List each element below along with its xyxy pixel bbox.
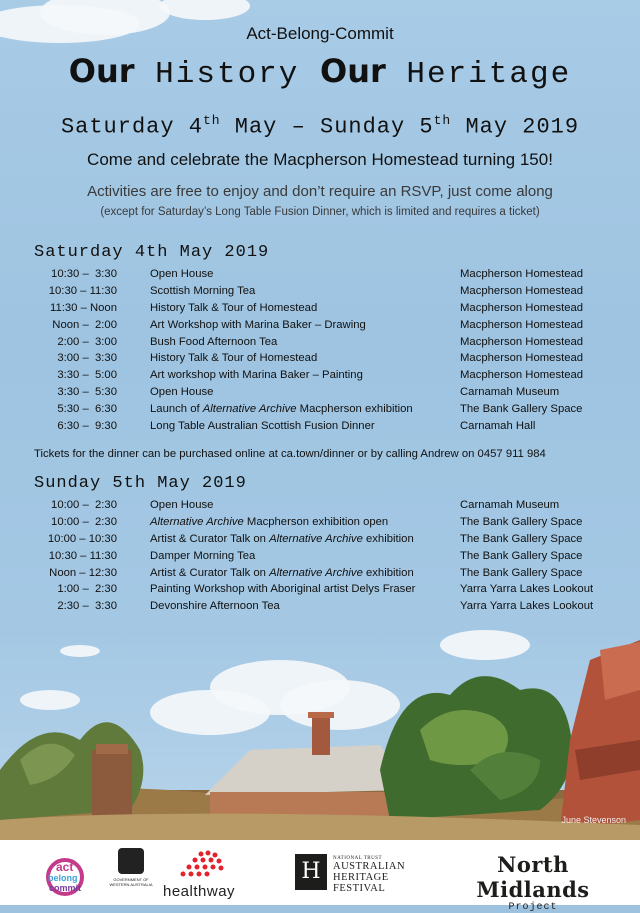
healthway-logo — [163, 848, 238, 900]
national-trust-text: NATIONAL TRUST — [333, 856, 383, 861]
title-history: History — [155, 57, 300, 92]
row-time: 10:30 – 11:30 — [48, 549, 117, 562]
title-bold-our: Our — [68, 52, 135, 90]
row-time: 5:30 – 6:30 — [57, 403, 117, 416]
row-venue: Yarra Yarra Lakes Lookout — [460, 583, 594, 596]
row-time: 10:00 – 10:30 — [47, 532, 117, 545]
activity-text: exhibition — [362, 532, 414, 545]
row-venue: Carnamah Museum — [460, 499, 560, 511]
row-time: Noon – 12:30 — [49, 566, 117, 579]
schedule-row — [0, 598, 640, 615]
schedule-row — [0, 581, 640, 598]
schedule-row — [0, 283, 640, 300]
gov-line1: GOVERNMENT OF — [113, 877, 149, 882]
row-time: 2:30 – 3:30 — [57, 600, 117, 613]
north-midlands-text: North Midlands — [476, 852, 590, 902]
gov-line2: WESTERN AUSTRALIA — [109, 882, 153, 887]
row-time: 1:00 – 2:30 — [57, 583, 117, 596]
project-text: Project — [508, 902, 558, 913]
schedule-row — [0, 565, 640, 582]
row-time: 3:30 – 5:30 — [57, 386, 117, 399]
schedule-row — [0, 384, 640, 401]
title-bold-our-2: Our — [320, 52, 386, 90]
schedule-row — [0, 334, 640, 351]
australian-heritage-festival-logo — [295, 854, 425, 894]
row-activity: Scottish Morning Tea — [150, 284, 256, 297]
north-midlands-project-logo — [448, 852, 618, 913]
row-time: 2:00 – 3:00 — [57, 335, 117, 348]
row-activity: Damper Morning Tea — [150, 549, 256, 562]
row-venue: Macpherson Homestead — [460, 369, 584, 382]
homestead-painting — [0, 620, 640, 840]
row-time: 10:30 – 3:30 — [51, 268, 117, 280]
row-activity: Painting Workshop with Aboriginal artist Delys Fraser — [150, 583, 416, 596]
row-activity — [150, 531, 414, 548]
row-activity: Long Table Australian Scottish Fusion Dinner — [150, 420, 375, 433]
row-activity: History Talk & Tour of Homestead — [150, 352, 318, 365]
painting-illustration — [0, 620, 640, 840]
row-activity: Devonshire Afternoon Tea — [150, 600, 280, 613]
schedule-row — [0, 548, 640, 565]
row-venue: The Bank Gallery Space — [460, 403, 583, 416]
schedule-row — [0, 350, 640, 367]
row-venue: Macpherson Homestead — [460, 284, 584, 297]
festival-line3: FESTIVAL — [333, 883, 386, 894]
row-time: 11:30 – Noon — [50, 301, 117, 314]
row-time: 10:30 – 11:30 — [48, 284, 117, 297]
festival-line2: HERITAGE — [333, 872, 389, 883]
row-activity: Art workshop with Marina Baker – Painting — [150, 369, 363, 382]
saturday-schedule — [0, 266, 640, 435]
row-time: Noon – 2:00 — [52, 318, 117, 331]
row-activity: Art Workshop with Marina Baker – Drawing — [150, 318, 366, 331]
row-time: 3:30 – 5:00 — [57, 369, 117, 382]
date-end-sup: th — [433, 113, 452, 128]
schedule-row — [0, 401, 640, 418]
row-venue: Macpherson Homestead — [460, 335, 584, 348]
activity-text: Macpherson exhibition open — [243, 515, 389, 528]
row-activity — [150, 401, 413, 418]
row-venue: The Bank Gallery Space — [460, 549, 583, 562]
row-activity — [150, 565, 414, 582]
schedule-row — [0, 317, 640, 334]
schedule-row — [0, 418, 640, 435]
tagline: Act-Belong-Commit — [246, 24, 394, 43]
government-of-wa-logo — [107, 848, 155, 900]
row-venue: The Bank Gallery Space — [460, 532, 583, 545]
act-text: act — [56, 860, 74, 874]
date-end-month: May 2019 — [465, 114, 580, 140]
row-venue: The Bank Gallery Space — [460, 566, 583, 579]
row-activity: Open House — [150, 268, 214, 280]
healthway-name: healthway — [163, 883, 236, 900]
activity-text: Launch of — [150, 403, 203, 416]
row-venue: Macpherson Homestead — [460, 268, 584, 280]
tickets-note: Tickets for the dinner can be purchased online at ca.town/dinner or by calling Andrew on 0457 911 984 — [34, 448, 546, 460]
row-activity: Bush Food Afternoon Tea — [150, 335, 278, 348]
row-activity: Open House — [150, 499, 214, 511]
row-activity: History Talk & Tour of Homestead — [150, 301, 318, 314]
row-venue: Macpherson Homestead — [460, 318, 584, 331]
sponsor-footer — [0, 840, 640, 913]
date-start-month: May — [234, 114, 278, 140]
schedule-row — [0, 300, 640, 317]
saturday-heading: Saturday 4th May 2019 — [34, 243, 270, 262]
crest-icon — [118, 848, 144, 874]
event-dates — [0, 113, 640, 139]
heritage-h-icon: H — [295, 854, 327, 890]
activity-text: Macpherson exhibition — [296, 403, 413, 416]
row-time: 10:00 – 2:30 — [51, 499, 117, 511]
activity-italic-title: Alternative Archive — [269, 566, 363, 579]
festival-line1: AUSTRALIAN — [333, 861, 406, 872]
activity-italic-title: Alternative Archive — [150, 515, 244, 528]
activity-text: Artist & Curator Talk on — [150, 532, 270, 545]
row-activity — [150, 514, 388, 531]
activity-italic-title: Alternative Archive — [269, 532, 363, 545]
row-venue: Carnamah Museum — [460, 386, 560, 399]
except-note: (except for Saturday’s Long Table Fusion Dinner, which is limited and requires a ticket) — [100, 206, 540, 218]
date-start-sup: th — [202, 113, 221, 128]
row-venue: Macpherson Homestead — [460, 301, 584, 314]
sunday-heading: Sunday 5th May 2019 — [34, 474, 247, 493]
healthway-dots-icon — [163, 848, 238, 882]
title-heritage: Heritage — [406, 57, 572, 92]
commit-text: commit — [49, 883, 82, 893]
heritage-festival-text — [333, 856, 405, 894]
schedule-row — [0, 367, 640, 384]
row-time: 3:00 – 3:30 — [57, 352, 117, 365]
row-venue: Yarra Yarra Lakes Lookout — [460, 600, 594, 613]
activity-italic-title: Alternative Archive — [202, 403, 297, 416]
schedule-row — [0, 497, 640, 514]
schedule-row — [0, 514, 640, 531]
artwork-credit: June Stevenson — [561, 815, 626, 825]
event-title — [0, 52, 640, 92]
row-time: 6:30 – 9:30 — [57, 420, 117, 433]
subtitle: Come and celebrate the Macpherson Homestead turning 150! — [87, 150, 553, 169]
belong-text: belong — [48, 873, 78, 883]
row-time: 10:00 – 2:30 — [51, 515, 117, 528]
row-activity: Open House — [150, 386, 214, 399]
date-separator: – — [291, 114, 306, 140]
date-end: Sunday 5 — [320, 114, 434, 140]
activity-text: exhibition — [362, 566, 414, 579]
row-venue: Carnamah Hall — [460, 420, 536, 433]
row-venue: Macpherson Homestead — [460, 352, 584, 365]
schedule-row — [0, 531, 640, 548]
free-note: Activities are free to enjoy and don’t require an RSVP, just come along — [87, 183, 553, 200]
activity-text: Artist & Curator Talk on — [150, 566, 270, 579]
row-venue: The Bank Gallery Space — [460, 515, 583, 528]
sunday-schedule — [0, 497, 640, 615]
schedule-row — [0, 266, 640, 283]
date-start: Saturday 4 — [60, 114, 203, 140]
act-belong-commit-logo — [40, 848, 90, 898]
